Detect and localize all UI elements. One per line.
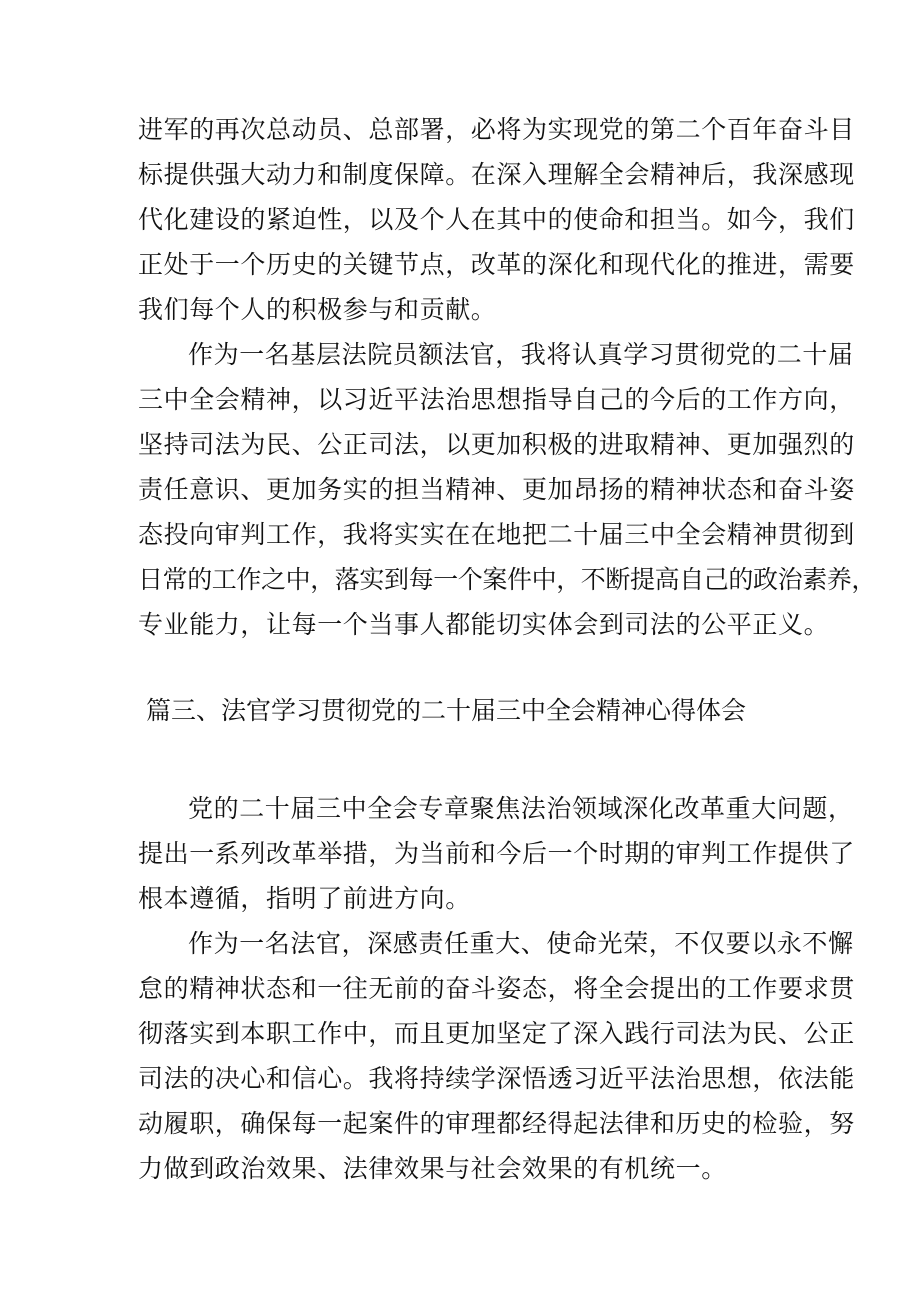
- paragraph-line: 根本遵循，指明了前进方向。: [138, 884, 471, 913]
- paragraph-line: 正处于一个历史的关键节点，改革的深化和现代化的推进，需要: [138, 250, 855, 279]
- paragraph-line: 力做到政治效果、法律效果与社会效果的有机统一。: [138, 1154, 727, 1183]
- paragraph-line: 提出一系列改革举措，为当前和今后一个时期的审判工作提供了: [138, 839, 855, 868]
- paragraph-line: 日常的工作之中，落实到每一个案件中，不断提高自己的政治素养，: [138, 565, 877, 594]
- paragraph-line: 三中全会精神，以习近平法治思想指导自己的今后的工作方向，: [138, 385, 855, 414]
- paragraph-line: 标提供强大动力和制度保障。在深入理解全会精神后，我深感现: [138, 160, 855, 189]
- paragraph-line: 我们每个人的积极参与和贡献。: [138, 295, 497, 324]
- paragraph-line: 责任意识、更加务实的担当精神、更加昂扬的精神状态和奋斗姿: [138, 475, 855, 504]
- paragraph-line: 作为一名法官，深感责任重大、使命光荣，不仅要以永不懈: [188, 929, 854, 958]
- paragraph-line: 专业能力，让每一个当事人都能切实体会到司法的公平正义。: [138, 610, 830, 639]
- paragraph-line: 态投向审判工作，我将实实在在地把二十届三中全会精神贯彻到: [138, 520, 855, 549]
- paragraph-line: 怠的精神状态和一往无前的奋斗姿态，将全会提出的工作要求贯: [138, 974, 855, 1003]
- paragraph-line: 进军的再次总动员、总部署，必将为实现党的第二个百年奋斗目: [138, 115, 855, 144]
- paragraph-line: 司法的决心和信心。我将持续学深悟透习近平法治思想，依法能: [138, 1064, 855, 1093]
- paragraph-line: 动履职，确保每一起案件的审理都经得起法律和历史的检验，努: [138, 1109, 855, 1138]
- paragraph-line: 作为一名基层法院员额法官，我将认真学习贯彻党的二十届: [188, 340, 854, 369]
- paragraph-line: 党的二十届三中全会专章聚焦法治领域深化改革重大问题，: [188, 794, 854, 823]
- section-heading: 篇三、法官学习贯彻党的二十届三中全会精神心得体会: [146, 696, 747, 725]
- paragraph-line: 彻落实到本职工作中，而且更加坚定了深入践行司法为民、公正: [138, 1019, 855, 1048]
- paragraph-line: 坚持司法为民、公正司法，以更加积极的进取精神、更加强烈的: [138, 430, 855, 459]
- paragraph-line: 代化建设的紧迫性，以及个人在其中的使命和担当。如今，我们: [138, 205, 855, 234]
